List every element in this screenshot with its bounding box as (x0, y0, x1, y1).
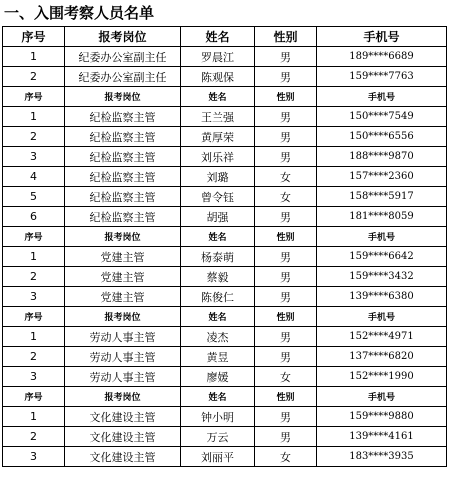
cell-gender: 男 (255, 407, 317, 427)
cell-index: 3 (3, 367, 65, 387)
column-header: 报考岗位 (65, 227, 181, 247)
cell-position: 劳动人事主管 (65, 367, 181, 387)
candidate-table (2, 26, 447, 467)
column-header: 手机号 (317, 87, 447, 107)
cell-phone: 150****6556 (317, 127, 447, 147)
cell-gender: 女 (255, 447, 317, 467)
table-header-row (3, 307, 447, 327)
table-row (3, 287, 447, 307)
table-row (3, 47, 447, 67)
cell-gender: 女 (255, 187, 317, 207)
cell-gender: 男 (255, 207, 317, 227)
cell-index: 5 (3, 187, 65, 207)
cell-phone: 189****6689 (317, 47, 447, 67)
table-row (3, 367, 447, 387)
column-header: 序号 (3, 307, 65, 327)
cell-position: 纪检监察主管 (65, 147, 181, 167)
table-header-row (3, 387, 447, 407)
cell-gender: 男 (255, 147, 317, 167)
cell-gender: 男 (255, 107, 317, 127)
table-row (3, 107, 447, 127)
page-title: 一、入围考察人员名单 (4, 4, 155, 22)
column-header: 序号 (3, 227, 65, 247)
table-row (3, 67, 447, 87)
column-header: 姓名 (181, 387, 255, 407)
cell-position: 文化建设主管 (65, 427, 181, 447)
table-row (3, 327, 447, 347)
cell-phone: 152****1990 (317, 367, 447, 387)
column-header: 手机号 (317, 227, 447, 247)
table-row (3, 187, 447, 207)
cell-phone: 158****5917 (317, 187, 447, 207)
cell-position: 纪检监察主管 (65, 127, 181, 147)
cell-gender: 女 (255, 167, 317, 187)
cell-name: 胡强 (181, 207, 255, 227)
cell-index: 2 (3, 67, 65, 87)
cell-phone: 152****4971 (317, 327, 447, 347)
cell-position: 文化建设主管 (65, 447, 181, 467)
column-header: 序号 (3, 27, 65, 47)
cell-name: 钟小明 (181, 407, 255, 427)
cell-index: 1 (3, 47, 65, 67)
cell-gender: 男 (255, 347, 317, 367)
table-row (3, 207, 447, 227)
cell-name: 廖媛 (181, 367, 255, 387)
table-header-row (3, 87, 447, 107)
cell-index: 2 (3, 127, 65, 147)
cell-phone: 159****6642 (317, 247, 447, 267)
column-header: 姓名 (181, 227, 255, 247)
cell-position: 纪检监察主管 (65, 107, 181, 127)
column-header: 报考岗位 (65, 87, 181, 107)
cell-index: 3 (3, 447, 65, 467)
cell-phone: 159****3432 (317, 267, 447, 287)
cell-name: 黄厚荣 (181, 127, 255, 147)
cell-position: 纪委办公室副主任 (65, 67, 181, 87)
table-row (3, 127, 447, 147)
cell-name: 杨泰萌 (181, 247, 255, 267)
cell-index: 1 (3, 327, 65, 347)
cell-name: 王兰强 (181, 107, 255, 127)
cell-position: 纪委办公室副主任 (65, 47, 181, 67)
cell-index: 6 (3, 207, 65, 227)
cell-gender: 男 (255, 427, 317, 447)
column-header: 报考岗位 (65, 387, 181, 407)
cell-index: 2 (3, 347, 65, 367)
cell-position: 纪检监察主管 (65, 167, 181, 187)
column-header: 性别 (255, 27, 317, 47)
cell-position: 劳动人事主管 (65, 327, 181, 347)
table-row (3, 407, 447, 427)
cell-position: 劳动人事主管 (65, 347, 181, 367)
table-row (3, 267, 447, 287)
table-row (3, 447, 447, 467)
cell-gender: 男 (255, 327, 317, 347)
table-row (3, 147, 447, 167)
cell-name: 陈俊仁 (181, 287, 255, 307)
column-header: 手机号 (317, 27, 447, 47)
cell-gender: 男 (255, 287, 317, 307)
cell-name: 刘璐 (181, 167, 255, 187)
column-header: 序号 (3, 387, 65, 407)
cell-name: 万云 (181, 427, 255, 447)
cell-name: 曾令钰 (181, 187, 255, 207)
cell-phone: 183****3935 (317, 447, 447, 467)
column-header: 姓名 (181, 27, 255, 47)
cell-gender: 男 (255, 67, 317, 87)
cell-index: 3 (3, 287, 65, 307)
column-header: 手机号 (317, 307, 447, 327)
column-header: 手机号 (317, 387, 447, 407)
column-header: 姓名 (181, 307, 255, 327)
column-header: 性别 (255, 307, 317, 327)
cell-position: 党建主管 (65, 247, 181, 267)
cell-phone: 150****7549 (317, 107, 447, 127)
cell-position: 文化建设主管 (65, 407, 181, 427)
cell-phone: 139****6380 (317, 287, 447, 307)
column-header: 序号 (3, 87, 65, 107)
cell-phone: 139****4161 (317, 427, 447, 447)
table-row (3, 247, 447, 267)
cell-index: 1 (3, 107, 65, 127)
cell-gender: 男 (255, 127, 317, 147)
cell-position: 党建主管 (65, 287, 181, 307)
column-header: 报考岗位 (65, 307, 181, 327)
table-row (3, 167, 447, 187)
cell-name: 罗晨江 (181, 47, 255, 67)
column-header: 性别 (255, 227, 317, 247)
cell-position: 党建主管 (65, 267, 181, 287)
cell-name: 陈观保 (181, 67, 255, 87)
cell-name: 刘丽平 (181, 447, 255, 467)
cell-phone: 188****9870 (317, 147, 447, 167)
table-header-row (3, 27, 447, 47)
cell-index: 1 (3, 247, 65, 267)
cell-position: 纪检监察主管 (65, 187, 181, 207)
column-header: 性别 (255, 87, 317, 107)
cell-phone: 157****2360 (317, 167, 447, 187)
cell-phone: 181****8059 (317, 207, 447, 227)
cell-name: 蔡毅 (181, 267, 255, 287)
cell-index: 4 (3, 167, 65, 187)
cell-phone: 159****9880 (317, 407, 447, 427)
cell-name: 刘乐祥 (181, 147, 255, 167)
column-header: 姓名 (181, 87, 255, 107)
cell-index: 1 (3, 407, 65, 427)
cell-name: 凌杰 (181, 327, 255, 347)
cell-position: 纪检监察主管 (65, 207, 181, 227)
cell-index: 3 (3, 147, 65, 167)
column-header: 性别 (255, 387, 317, 407)
cell-index: 2 (3, 427, 65, 447)
cell-name: 黄昱 (181, 347, 255, 367)
cell-gender: 男 (255, 247, 317, 267)
cell-phone: 159****7763 (317, 67, 447, 87)
cell-phone: 137****6820 (317, 347, 447, 367)
table-header-row (3, 227, 447, 247)
column-header: 报考岗位 (65, 27, 181, 47)
cell-gender: 男 (255, 47, 317, 67)
table-row (3, 427, 447, 447)
cell-gender: 男 (255, 267, 317, 287)
table-row (3, 347, 447, 367)
cell-index: 2 (3, 267, 65, 287)
cell-gender: 女 (255, 367, 317, 387)
